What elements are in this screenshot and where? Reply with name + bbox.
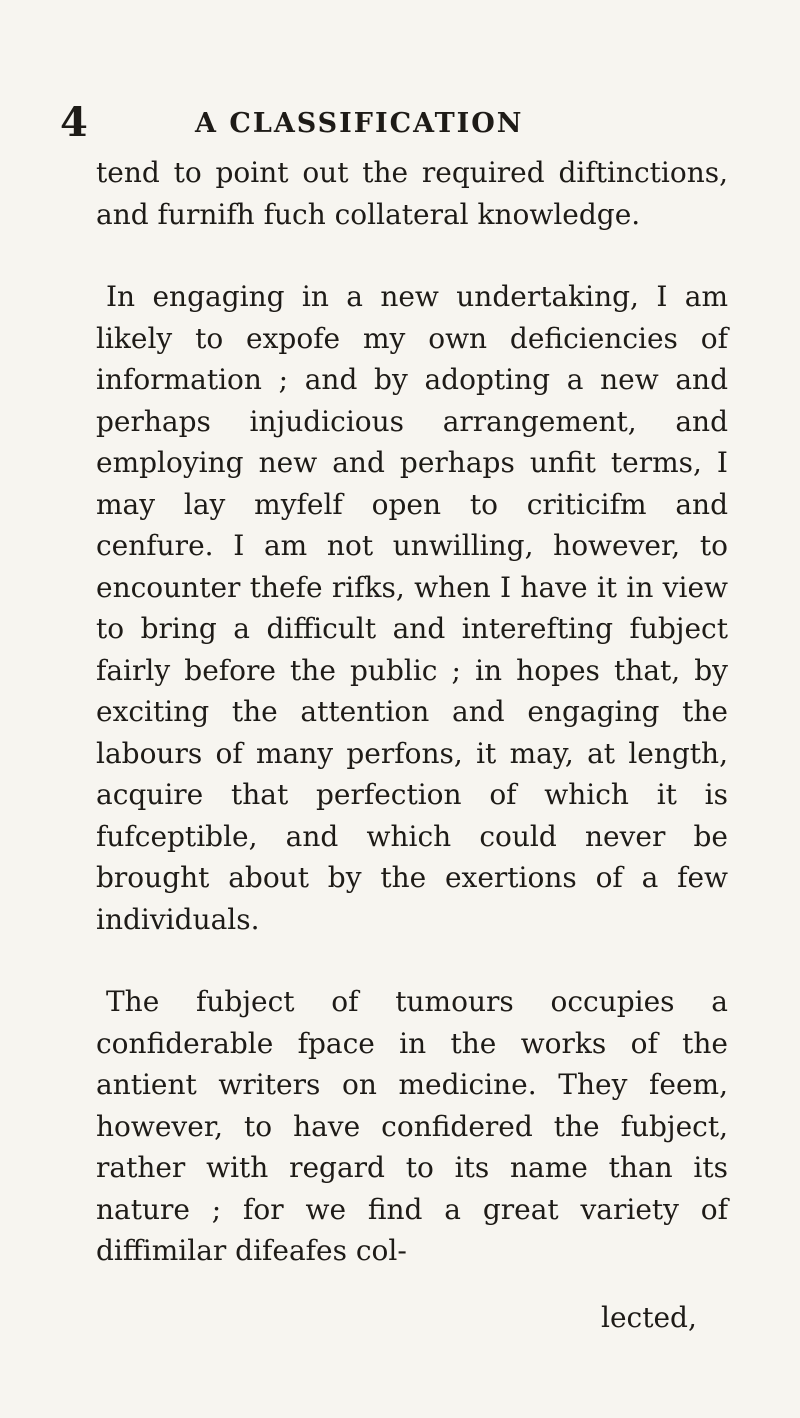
page-header	[60, 98, 740, 148]
paragraph-continuation: tend to point out the required diftinctions, and furnifh fuch collateral knowledge.	[96, 156, 728, 231]
catchword: lected,	[601, 1301, 697, 1334]
body-text	[96, 152, 728, 1272]
running-title: A CLASSIFICATION	[195, 108, 524, 139]
paragraph-undertaking: In engaging in a new undertaking, I am likely to expofe my own deficiencies of information ; and by adopting a new and perhaps injudicious arrangement, and employing new and perhaps unfit terms, I may lay myfelf open to criticifm and cenfure. I am not unwilling, however, to encounter thefe rifks, when I have it in view to bring a difficult and interefting fubject fairly before the public ; in hopes that, by exciting the attention and engaging the labours of many perfons, it may, at length, acquire that perfection of which it is fufceptible, and which could never be brought about by the exertions of a few individuals.	[96, 280, 728, 936]
page-number: 4	[60, 99, 88, 146]
paragraph-tumours: The fubject of tumours occupies a confiderable fpace in the works of the antient writers on medicine. They feem, however, to have confidered the fubject, rather with regard to its name than its nature ; for we find a great variety of diffimilar difeafes col-	[96, 985, 728, 1267]
